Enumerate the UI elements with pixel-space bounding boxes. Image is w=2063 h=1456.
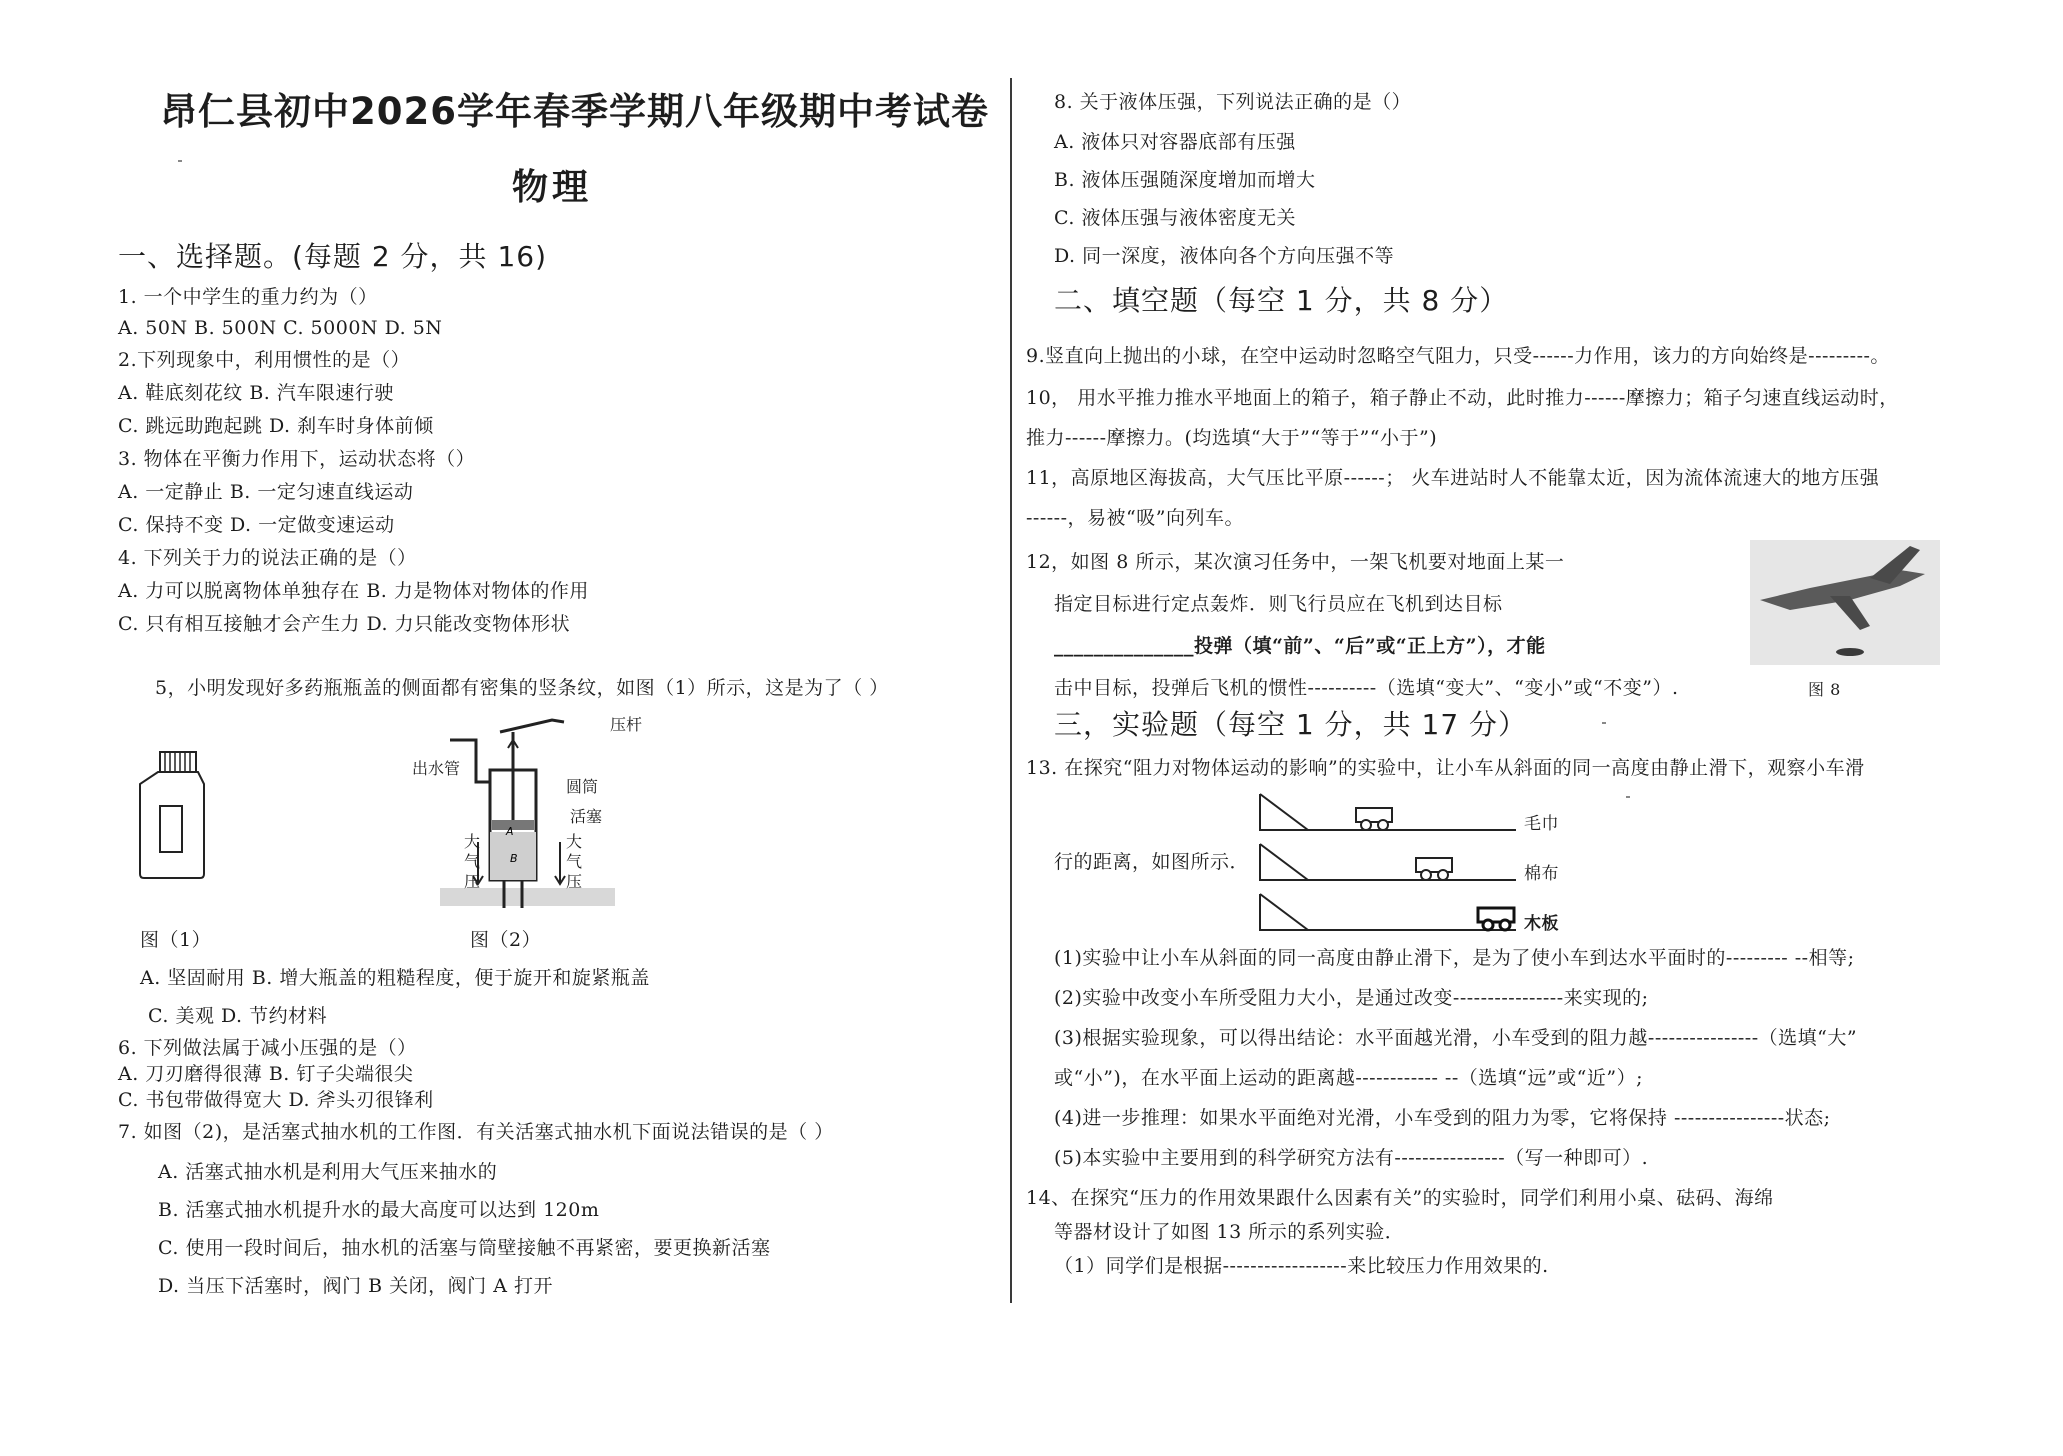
question-12-line-1: 12，如图 8 所示，某次演习任务中，一架飞机要对地面上某一 (1026, 551, 1565, 573)
question-13-step-4: (4)进一步推理：如果水平面绝对光滑，小车受到的阻力为零，它将保持 ----------------状态; (1054, 1107, 1831, 1129)
surface-label-towel: 毛巾 (1524, 814, 1559, 834)
right-column (1016, 0, 2063, 1456)
figure-1-caption: 图（1） (140, 929, 212, 951)
question-5-options-ab: A. 坚固耐用 B. 增大瓶盖的粗糙程度，便于旋开和旋紧瓶盖 (140, 967, 650, 989)
question-11-line-1: 11，高原地区海拔高，大气压比平原------； 火车进站时人不能靠太近，因为流体流速大的地方压强 (1026, 467, 1880, 489)
question-12-line-2: 指定目标进行定点轰炸．则飞行员应在飞机到达目标 (1054, 593, 1503, 615)
question-13-line-2: 行的距离，如图所示． (1054, 851, 1250, 873)
question-6-options-cd: C. 书包带做得宽大 D. 斧头刃很锋利 (118, 1089, 434, 1111)
exam-title: 昂仁县初中2026学年春季学期八年级期中考试卷 (160, 90, 989, 133)
question-10-line-1: 10， 用水平推力推水平地面上的箱子，箱子静止不动，此时推力------摩擦力；箱子匀速直线运动时， (1026, 387, 1899, 409)
bomb (1836, 648, 1864, 656)
question-1: 1. 一个中学生的重力约为（） (118, 286, 378, 308)
question-6: 6. 下列做法属于减小压强的是（） (118, 1037, 417, 1059)
cart-cotton (1416, 858, 1452, 880)
question-7: 7. 如图（2)，是活塞式抽水机的工作图．有关活塞式抽水机下面说法错误的是（ ） (118, 1121, 834, 1143)
outlet-pipe-label: 出水管 (412, 759, 461, 778)
section-heading-fill: 二、填空题（每空 1 分，共 8 分） (1054, 284, 1509, 317)
question-10-line-2: 推力------摩擦力。(均选填“大于”“等于”“小于”) (1026, 427, 1438, 449)
question-5-options-cd: C. 美观 D. 节约材料 (148, 1005, 328, 1027)
question-1-options: A. 50N B. 500N C. 5000N D. 5N (118, 317, 443, 339)
question-4-options-cd: C. 只有相互接触才会产生力 D. 力只能改变物体形状 (118, 613, 571, 635)
question-7-option-d: D. 当压下活塞时，阀门 B 关闭，阀门 A 打开 (158, 1275, 553, 1297)
cylinder-label: 圆筒 (566, 777, 599, 796)
question-2-options-cd: C. 跳远助跑起跳 D. 刹车时身体前倾 (118, 415, 434, 437)
question-4: 4. 下列关于力的说法正确的是（） (118, 547, 417, 569)
question-13-step-3b: 或“小”)，在水平面上运动的距离越------------ --（选填“远”或“近”）; (1054, 1067, 1644, 1089)
subject-title: 物理 (512, 167, 593, 208)
question-5: 5，小明发现好多药瓶瓶盖的侧面都有密集的竖条纹，如图（1）所示，这是为了（ ） (155, 677, 889, 699)
scan-speck (178, 160, 182, 162)
question-8-option-a: A. 液体只对容器底部有压强 (1054, 131, 1296, 153)
question-8-option-b: B. 液体压强随深度增加而增大 (1054, 169, 1316, 191)
question-14-step-1: （1）同学们是根据------------------来比较压力作用效果的. (1054, 1255, 1549, 1277)
figure-8-caption: 图 8 (1808, 680, 1841, 699)
figure-2-caption: 图（2） (470, 929, 542, 951)
pump-handle (500, 720, 564, 732)
surface-label-wood: 木板 (1524, 914, 1559, 934)
surface-label-cotton: 棉布 (1524, 864, 1559, 884)
jet-figure (1750, 540, 1940, 670)
left-column (0, 0, 1000, 1456)
question-2-options-ab: A. 鞋底刻花纹 B. 汽车限速行驶 (118, 382, 394, 404)
piston-label: 活塞 (570, 807, 603, 826)
question-7-option-a: A. 活塞式抽水机是利用大气压来抽水的 (158, 1161, 498, 1183)
question-3-options-ab: A. 一定静止 B. 一定匀速直线运动 (118, 481, 414, 503)
question-3: 3. 物体在平衡力作用下，运动状态将（） (118, 448, 476, 470)
question-8-option-d: D. 同一深度，液体向各个方向压强不等 (1054, 245, 1395, 267)
question-13-step-1: (1)实验中让小车从斜面的同一高度由静止滑下，是为了使小车到达水平面时的--------- --相等; (1054, 947, 1855, 969)
column-divider (1010, 78, 1012, 1303)
question-4-options-ab: A. 力可以脱离物体单独存在 B. 力是物体对物体的作用 (118, 580, 589, 602)
bottle-body (140, 772, 204, 878)
question-13-step-5: (5)本实验中主要用到的科学研究方法有----------------（写一种即可）. (1054, 1147, 1649, 1169)
question-13-step-2: (2)实验中改变小车所受阻力大小，是通过改变----------------来实现的; (1054, 987, 1649, 1009)
section-heading-choice: 一、选择题。(每题 2 分，共 16) (118, 240, 547, 273)
valve-b-label: B (510, 852, 518, 865)
scan-speck (1602, 722, 1606, 724)
pump-handle-label: 压杆 (610, 715, 643, 734)
cart-wood (1478, 908, 1514, 930)
scan-speck (1626, 796, 1630, 798)
question-13-line-1: 13. 在探究“阻力对物体运动的影响”的实验中，让小车从斜面的同一高度由静止滑下，观察小车滑 (1026, 757, 1865, 779)
question-8: 8. 关于液体压强，下列说法正确的是（） (1054, 91, 1412, 113)
atm-label-left: 大气压 (464, 832, 481, 891)
question-7-option-c: C. 使用一段时间后，抽水机的活塞与筒壁接触不再紧密，要更换新活塞 (158, 1237, 771, 1259)
question-7-option-b: B. 活塞式抽水机提升水的最大高度可以达到 120m (158, 1199, 600, 1221)
question-6-options-ab: A. 刀刃磨得很薄 B. 钉子尖端很尖 (118, 1063, 414, 1085)
atm-label-right: 大气压 (566, 832, 583, 891)
question-12-line-4: 击中目标，投弹后飞机的惯性----------（选填“变大”、“变小”或“不变”）. (1054, 677, 1679, 699)
question-11-line-2: ------，易被“吸”向列车。 (1026, 507, 1244, 529)
ramp-experiment-figure (1256, 790, 1516, 940)
bottle-figure (138, 750, 218, 880)
section-heading-experiment: 三，实验题（每空 1 分，共 17 分） (1054, 708, 1528, 741)
question-2: 2.下列现象中，利用惯性的是（） (118, 349, 411, 371)
question-3-options-cd: C. 保持不变 D. 一定做变速运动 (118, 514, 395, 536)
cart-towel (1356, 808, 1392, 830)
question-8-option-c: C. 液体压强与液体密度无关 (1054, 207, 1296, 229)
question-14-line-1: 14、在探究“压力的作用效果跟什么因素有关”的实验时，同学们利用小桌、砝码、海绵 (1026, 1187, 1774, 1209)
question-9: 9.竖直向上抛出的小球，在空中运动时忽略空气阻力，只受------力作用，该力的方向始终是---------。 (1026, 345, 1890, 367)
question-12-line-3: ______________投弹（填“前”、“后”或“正上方”），才能 (1054, 635, 1546, 657)
valve-a-label: A (506, 825, 514, 838)
question-13-step-3a: (3)根据实验现象，可以得出结论：水平面越光滑，小车受到的阻力越----------------（选填“大” (1054, 1027, 1858, 1049)
question-14-line-2: 等器材设计了如图 13 所示的系列实验． (1054, 1221, 1405, 1243)
